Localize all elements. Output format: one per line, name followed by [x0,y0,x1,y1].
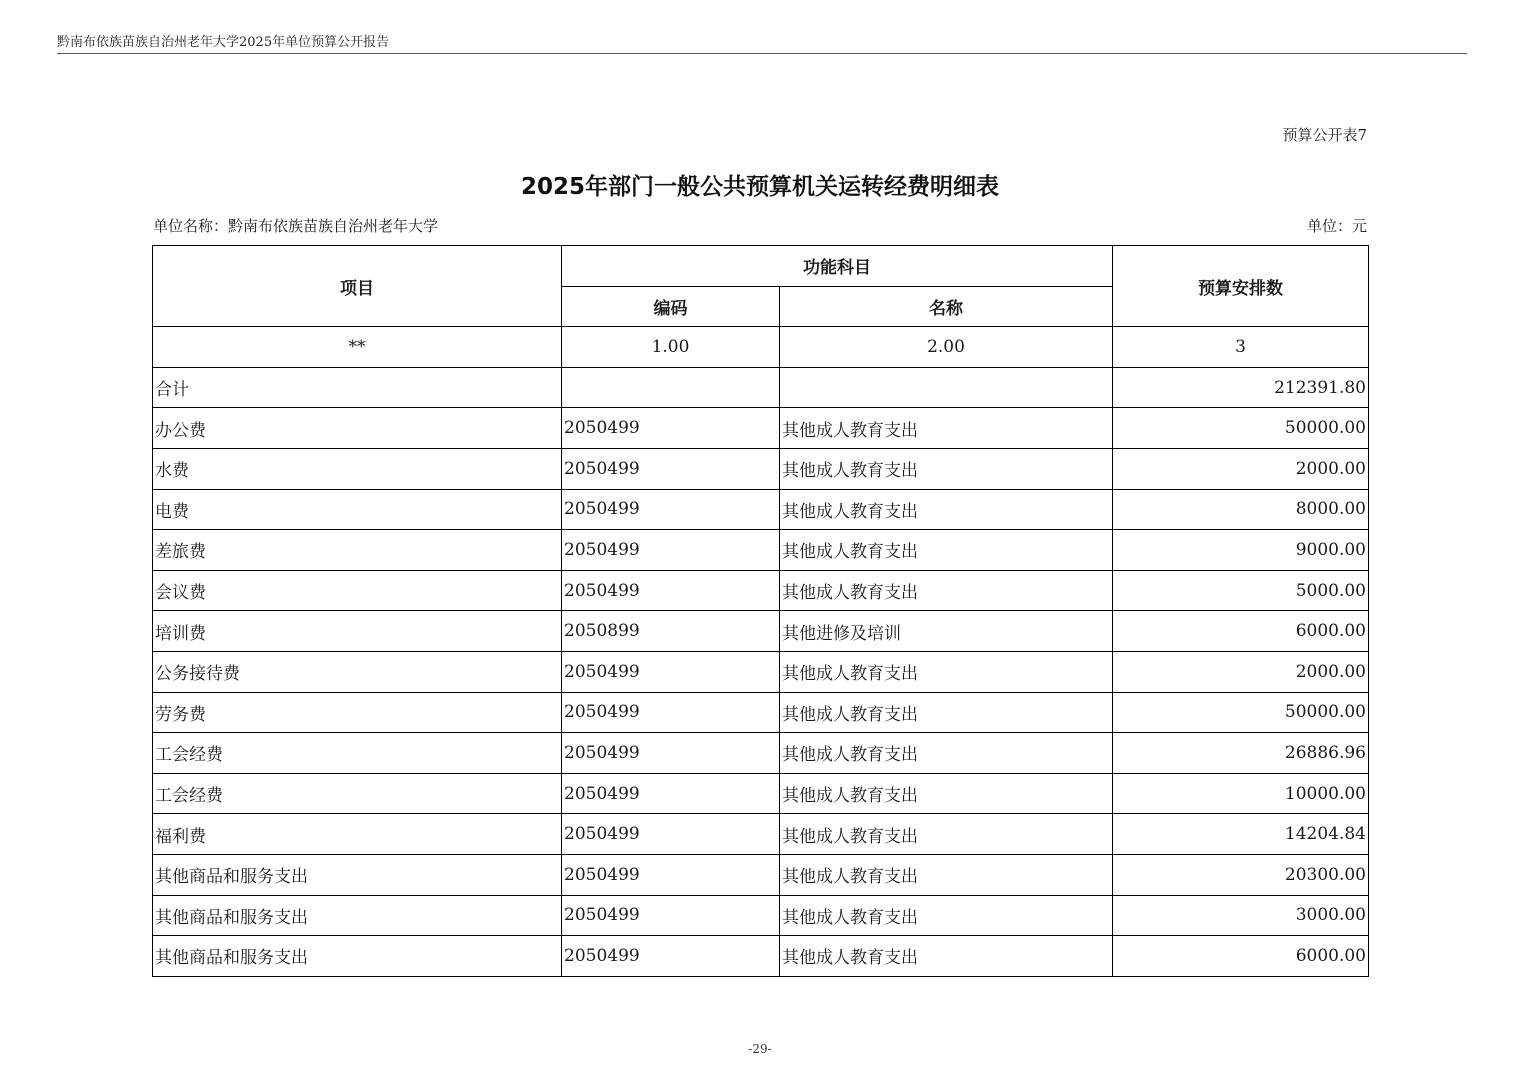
header-item: 项目 [153,246,562,327]
amount-cell: 2000.00 [1113,448,1369,489]
name-cell: 其他成人教育支出 [780,895,1113,936]
amount-cell: 3000.00 [1113,895,1369,936]
code-cell: 2050499 [562,814,780,855]
code-cell: 2050499 [562,773,780,814]
name-cell: 其他成人教育支出 [780,733,1113,774]
index-cell: 2.00 [780,327,1113,368]
name-cell: 其他成人教育支出 [780,773,1113,814]
item-cell: 电费 [153,489,562,530]
running-header: 黔南布依族苗族自治州老年大学2025年单位预算公开报告 [57,35,390,50]
code-cell: 2050499 [562,651,780,692]
unit-name: 单位名称：黔南布依族苗族自治州老年大学 [153,217,439,235]
amount-cell: 50000.00 [1113,408,1369,449]
name-cell: 其他成人教育支出 [780,530,1113,571]
item-cell: 差旅费 [153,530,562,571]
name-cell: 其他成人教育支出 [780,489,1113,530]
item-cell: 会议费 [153,570,562,611]
unit-currency: 单位：元 [1306,217,1367,235]
code-cell: 2050499 [562,530,780,571]
table-row [153,530,1369,571]
total-name [780,367,1113,408]
table-row [153,489,1369,530]
amount-cell: 10000.00 [1113,773,1369,814]
table-row [153,854,1369,895]
amount-cell: 9000.00 [1113,530,1369,571]
table-row [153,814,1369,855]
total-row [153,367,1369,408]
table-row [153,733,1369,774]
header-rule [57,53,1467,54]
name-cell: 其他成人教育支出 [780,936,1113,977]
item-cell: 福利费 [153,814,562,855]
item-cell: 劳务费 [153,692,562,733]
name-cell: 其他成人教育支出 [780,448,1113,489]
code-cell: 2050899 [562,611,780,652]
index-cell: 1.00 [562,327,780,368]
index-row [153,327,1369,368]
document-title: 2025年部门一般公共预算机关运转经费明细表 [520,174,999,200]
amount-cell: 6000.00 [1113,611,1369,652]
code-cell: 2050499 [562,448,780,489]
item-cell: 工会经费 [153,773,562,814]
amount-cell: 26886.96 [1113,733,1369,774]
code-cell: 2050499 [562,854,780,895]
header-row [153,246,1369,287]
code-cell: 2050499 [562,692,780,733]
name-cell: 其他成人教育支出 [780,408,1113,449]
header-name: 名称 [780,286,1113,327]
table-row [153,570,1369,611]
amount-cell: 6000.00 [1113,936,1369,977]
item-cell: 其他商品和服务支出 [153,895,562,936]
name-cell: 其他成人教育支出 [780,570,1113,611]
header-code: 编码 [562,286,780,327]
table-row [153,936,1369,977]
amount-cell: 20300.00 [1113,854,1369,895]
total-label: 合计 [153,367,562,408]
item-cell: 公务接待费 [153,651,562,692]
item-cell: 办公费 [153,408,562,449]
code-cell: 2050499 [562,489,780,530]
table-row [153,773,1369,814]
amount-cell: 8000.00 [1113,489,1369,530]
table-row [153,408,1369,449]
table-row [153,895,1369,936]
item-cell: 其他商品和服务支出 [153,854,562,895]
table-row [153,448,1369,489]
item-cell: 其他商品和服务支出 [153,936,562,977]
code-cell: 2050499 [562,408,780,449]
name-cell: 其他成人教育支出 [780,692,1113,733]
amount-cell: 14204.84 [1113,814,1369,855]
table-body [153,327,1369,977]
item-cell: 工会经费 [153,733,562,774]
name-cell: 其他成人教育支出 [780,651,1113,692]
name-cell: 其他进修及培训 [780,611,1113,652]
total-code [562,367,780,408]
index-cell: ** [153,327,562,368]
item-cell: 水费 [153,448,562,489]
budget-table [152,245,1369,977]
table-number: 预算公开表7 [1282,126,1367,144]
index-cell: 3 [1113,327,1369,368]
header-amount: 预算安排数 [1113,246,1369,327]
table-row [153,692,1369,733]
page-number: -29- [748,1042,772,1056]
code-cell: 2050499 [562,570,780,611]
code-cell: 2050499 [562,733,780,774]
total-amount: 212391.80 [1113,367,1369,408]
code-cell: 2050499 [562,936,780,977]
amount-cell: 2000.00 [1113,651,1369,692]
table-row [153,611,1369,652]
amount-cell: 50000.00 [1113,692,1369,733]
amount-cell: 5000.00 [1113,570,1369,611]
header-function-group: 功能科目 [562,246,1113,287]
table-row [153,651,1369,692]
item-cell: 培训费 [153,611,562,652]
name-cell: 其他成人教育支出 [780,814,1113,855]
name-cell: 其他成人教育支出 [780,854,1113,895]
code-cell: 2050499 [562,895,780,936]
